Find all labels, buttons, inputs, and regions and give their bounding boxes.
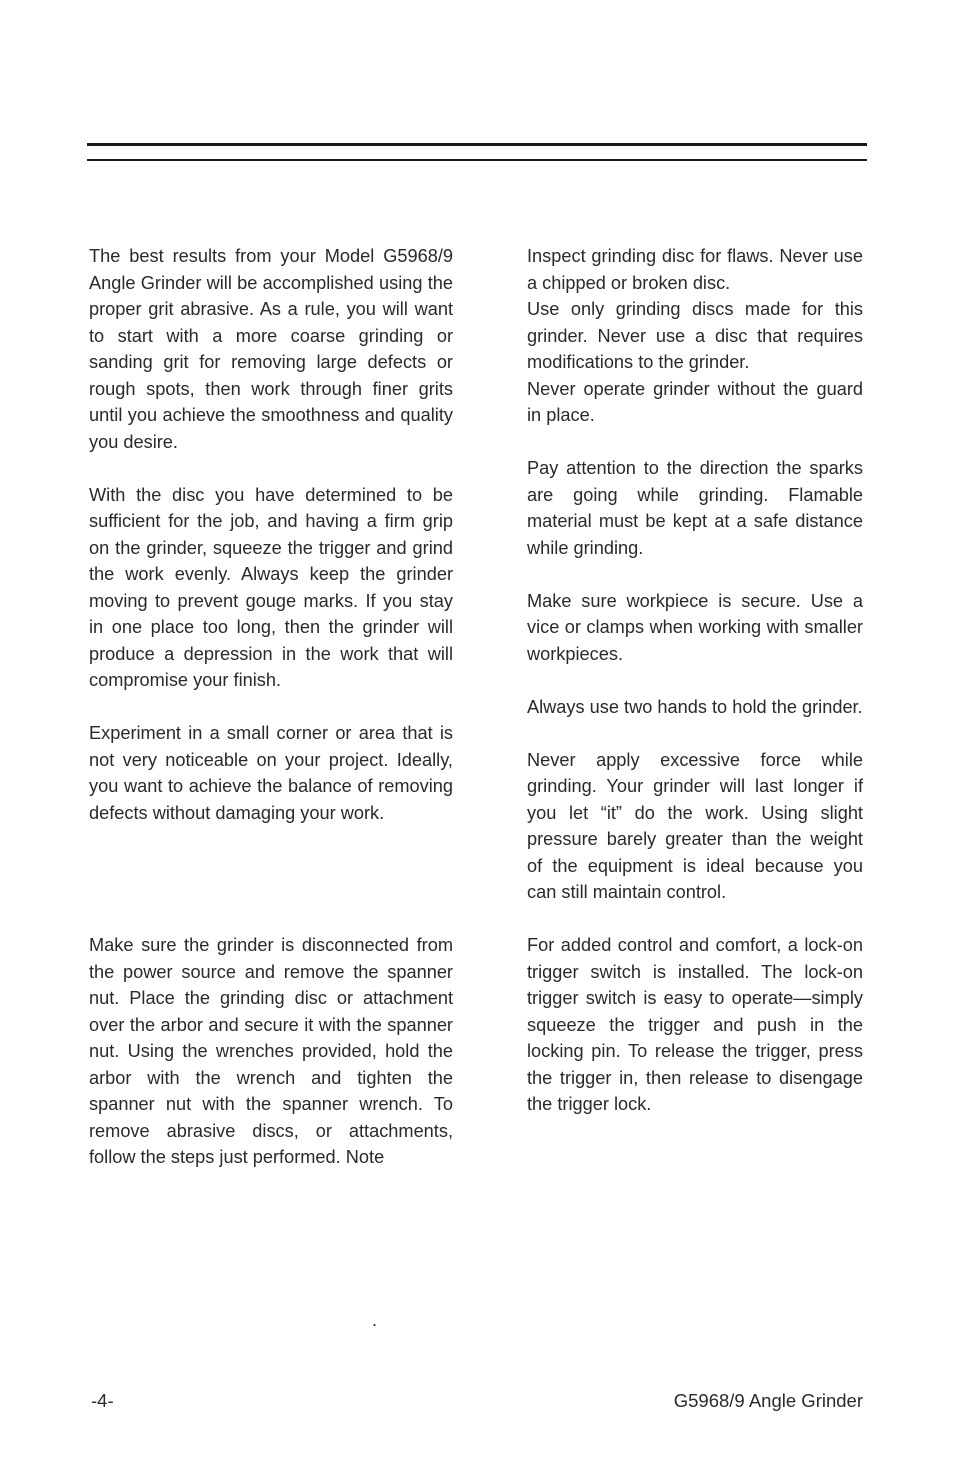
- paragraph-lock-on-trigger: For added control and comfort, a lock-on trigger switch is installed. The lock-on trigger switch is easy to operate—simply squeeze the trigger and push in the locking pin. To release the trigger, press the trigger in, then release to disengage the trigger lock.: [527, 935, 863, 1114]
- paragraph-experiment: Experiment in a small corner or area that is not very noticeable on your project. Ideally, you want to achieve the balance of removing defects without damaging your work.: [89, 723, 453, 823]
- paragraph-use-proper-discs: Use only grinding discs made for this grinder. Never use a disc that requires modifications to the grinder.: [527, 299, 863, 372]
- footer-document-title: G5968/9 Angle Grinder: [673, 1390, 863, 1411]
- left-column: [89, 243, 453, 1171]
- stray-period-mark: .: [372, 1310, 378, 1330]
- page-number: -4-: [91, 1390, 114, 1411]
- paragraph-inspect-disc: Inspect grinding disc for flaws. Never use a chipped or broken disc.: [527, 246, 863, 293]
- paragraph-disc-installation: Make sure the grinder is disconnected from the power source and remove the spanner nut. Place the grinding disc or attachment over the arbor and secure it with the spanner nut. Using the wrenches provided, hold the arbor with the wrench and tighten the spanner nut with the spanner wrench. To remove abrasive discs, or attachments, follow the steps just performed. Note: [89, 935, 453, 1167]
- paragraph-grinding-technique: With the disc you have determined to be sufficient for the job, and having a firm grip on the grinder, squeeze the trigger and grind the work evenly. Always keep the grinder moving to prevent gouge marks. If you stay in one place too long, then the grinder will produce a depression in the work that will compromise your finish.: [89, 484, 453, 690]
- paragraph-secure-workpiece: Make sure workpiece is secure. Use a vice or clamps when working with smaller workpieces.: [527, 590, 863, 664]
- paragraph-sparks-direction: Pay attention to the direction the sparks are going while grinding. Flamable material must be kept at a safe distance while grinding.: [527, 458, 863, 558]
- header-rule-top: [87, 143, 867, 146]
- paragraph-excessive-force: Never apply excessive force while grinding. Your grinder will last longer if you let “it” do the work. Using slight pressure barely greater than the weight of the equipment is ideal because you can still maintain control.: [527, 749, 863, 902]
- header-rule-bottom: [87, 159, 867, 161]
- paragraph-guard-in-place: Never operate grinder without the guard in place.: [527, 378, 863, 425]
- paragraph-grit-selection: The best results from your Model G5968/9 Angle Grinder will be accomplished using the proper grit abrasive. As a rule, you will want to start with a more coarse grinding or sanding grit for removing large defects or rough spots, then work through finer grits until you achieve the smoothness and quality you desire.: [89, 246, 453, 452]
- right-column: [527, 243, 863, 1118]
- paragraph-two-hands: Always use two hands to hold the grinder.: [527, 696, 863, 717]
